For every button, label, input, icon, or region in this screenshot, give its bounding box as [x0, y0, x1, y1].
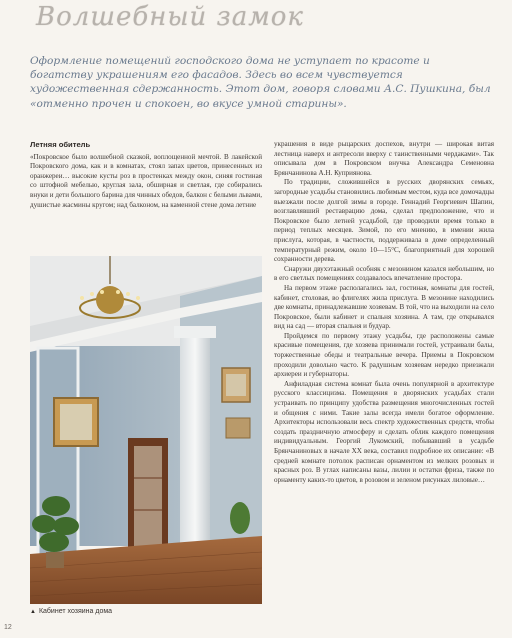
- photo-caption: [30, 608, 112, 615]
- left-column: [30, 140, 262, 210]
- interior-photo: [30, 256, 262, 604]
- right-paragraph: Анфиладная система комнат была очень популярной в архитектуре русского классицизма. Помещения в дворянских усадьбах стали устраивать по принципу удобства размещения многочисленных гостей и общения с ними. Такие залы всегда имели богатое оформление. Архитекторы использовали весь спектр художественных средств, чтобы создать праздничную атмосферу и сделать облик каждого помещения индивидуальным. Георгий Лукомский, побывавший в усадьбе Брянчаниновых в начале XX века, составил подробное их описание: «В средней комнате потолок расписан орнаментом из мелких розовых и красных роз. В углах написаны вазы, лилии и остатки фриза, также по орнаменту каких-то цветов, в розовом и зеленом рисунках лиловые…: [274, 379, 494, 484]
- intro-paragraph: Оформление помещений господского дома не уступает по красоте и богатству украшениям его фасадов. Здесь во всем чувствуется художественная сдержанность. Этот дом, говоря словами А.С. Пушкина, был «отменно прочен и спокоен, во вкусе умной старины».: [30, 55, 491, 110]
- left-paragraph: «Покровское было волшебной сказкой, воплощенной мечтой. В лакейской Покровского дома, как и в комнатах, стоял запах цветов, принесенных из оранжереи… высокие кусты роз в простенках между окон, синяя гостиная со штофной мебелью, круглая зала, обширная и светлая, где собирались внуки и дети большого барина для чинных обедов, балкон с белыми львами, душистые жасмины кругом; над балконом, на каменной стене дома летние: [30, 152, 262, 209]
- right-paragraph: На первом этаже располагались зал, гостиная, комнаты для гостей, кабинет, столовая, во флигелях жила прислуга. В мезонине находились две комнаты, принадлежавшие хозяевам. В той, что на выходили на село Покровское, были кабинет и спальня хозяина. А там, где открывался вид на сад — вторая спальня и будуар.: [274, 283, 494, 331]
- page-number: 12: [4, 624, 12, 631]
- right-paragraph: Пройдемся по первому этажу усадьбы, где расположены самые красивые помещения, где хозяева принимали гостей, устраивали балы, торжественные обеды и театральные вечера. Приемы в Покровском проходили довольно часто. К радушным хозяевам нередко приезжали архиереи и губернаторы.: [274, 331, 494, 379]
- triangle-up-icon: ▲: [30, 609, 36, 615]
- page-title: Волшебный замок: [36, 2, 304, 32]
- section-heading: Летняя обитель: [30, 140, 91, 149]
- right-paragraph: украшения в виде рыцарских доспехов, внутри — широкая витая лестница наверх и антресоли вверху с таинственными чердаками». Так описывала дом в Покровском внучка Александра Семеновна Брянчанинова А.Н. Куприянова.: [274, 140, 494, 177]
- right-column: [274, 140, 494, 485]
- interior-photo-icon: [30, 256, 262, 604]
- right-paragraph: Снаружи двухэтажный особняк с мезонином казался небольшим, но в его светлых помещениях создавалось впечатление простора.: [274, 264, 494, 283]
- caption-text: Кабинет хозяина дома: [38, 608, 113, 615]
- right-paragraph: По традиции, сложившейся в русских дворянских семьях, загородные усадьбы становились любимым местом, куда все домочадцы выезжали после долгой зимы в городе. Геннадий Георгиевич Шапин, возглавлявший реставрацию дома, сделал предположение, что и Покровское было летней усадьбой, где проводили время только в период теплых месяцев. Зимой, по его мнению, в имении жила прислуга, которая, в частности, поддерживала в доме определенный температурный режим, около 10—15°С, благоприятный для хорошей сохранности дерева.: [274, 178, 494, 264]
